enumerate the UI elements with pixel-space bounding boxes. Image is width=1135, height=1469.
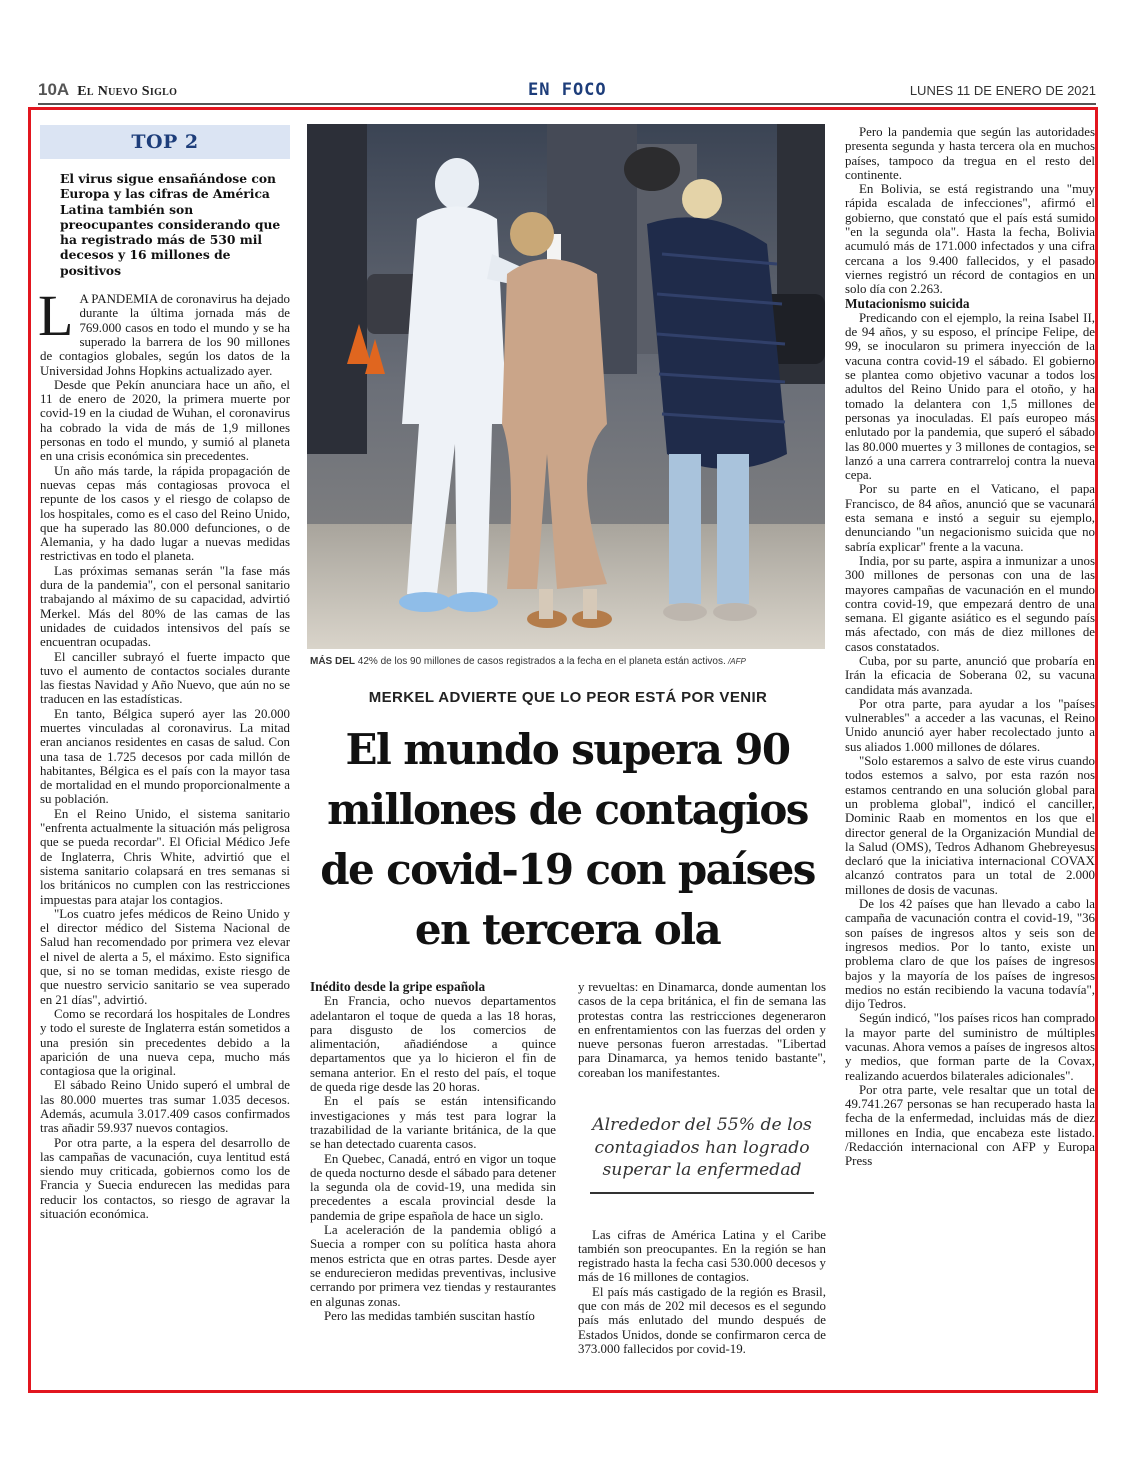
- body-paragraph: Pero la pandemia que según las autoridades presenta segunda y hasta tercera ola en muchos países, tampoco da tregua en el resto del continente.: [845, 125, 1095, 182]
- article-headline: El mundo supera 90 millones de contagios de covid-19 con países en tercera ola: [320, 725, 815, 954]
- body-paragraph: y revueltas: en Dinamarca, donde aumentan los casos de la cepa británica, el fin de semana las protestas contra las restricciones degeneraron en enfrentamientos con las fuerzas del orden y nueve personas fueron arrestadas. "Libertad para Dinamarca, ya hemos tenido bastante", coreaban los manifestantes.: [578, 980, 826, 1080]
- caption-lead: MÁS DEL: [310, 656, 355, 667]
- news-photo: [307, 124, 825, 649]
- body-paragraph: En Quebec, Canadá, entró en vigor un toque de queda nocturno desde el sábado para detener la segunda ola de covid-19, una medida sin precedentes a escala provincial desde la pandemia de gripe española de hace un siglo.: [310, 1151, 556, 1223]
- drop-cap: L: [38, 283, 74, 349]
- body-paragraph: Las cifras de América Latina y el Caribe también son preocupantes. En la región se han registrado hasta la fecha casi 530.000 decesos y más de 16 millones de contagios.: [578, 1227, 826, 1285]
- body-paragraph: En Bolivia, se está registrando una "muy rápida escalada de infecciones", afirmó el gobierno, que constató que el país está sumido "en la segunda ola". Hasta la fecha, Bolivia acumuló más de 171.000 infectados y una cifra cercana a los 9.400 fallecidos, y el pasado viernes registró un récord de contagios en un solo día con 2.263.: [845, 182, 1095, 297]
- body-paragraph: "Los cuatro jefes médicos de Reino Unido y el director médico del Sistema Nacional de Salud han recomendado por primera vez elevar el nivel de alerta a 5, el máximo. Esto significa que, si no se toman medidas, existe riesgo de que nuestro servicio sanitario se vea superado en 21 días", advirtió.: [40, 906, 290, 1007]
- left-column: [40, 125, 290, 1221]
- body-paragraph: La aceleración de la pandemia obligó a Suecia a romper con su política hasta ahora menos estricta que en otras partes. Desde ayer se endurecieron medidas preventivas, inclusive cerrando por primera vez tiendas y restaurantes en algunas zonas.: [310, 1223, 556, 1309]
- body-paragraph: Por otra parte, vele resaltar que un total de 49.741.267 personas se han recuperado hasta la fecha de la enfermedad, incluidas más de diez millones en India, que encabeza este listado. /Redacción internacional con AFP y Europa Press: [845, 1082, 1095, 1169]
- body-paragraph: De los 42 países que han llevado a cabo la campaña de vacunación contra el covid-19, "36 son países de ingresos altos y seis son de ingresos medios. Por lo tanto, existe un problema claro de que los países de ingresos bajos y la mayoría de los países de ingresos medios no están recibiendo la vacuna todavía", dijo Tedros.: [845, 897, 1095, 1012]
- body-paragraph: "Solo estaremos a salvo de este virus cuando todos estemos a salvo, por esta razón nos estamos centrando en una solución global para un problema global", indicó el canciller, Dominic Raab en momentos en los que el director general de la Organización Mundial de la Salud (OMS), Tedros Adhanom Ghebreyesus declaró que la iniciativa internacional COVAX alcanzó contratos para un total de 2.000 millones de dosis de vacunas.: [845, 754, 1095, 897]
- page-number-and-paper: [38, 80, 177, 100]
- issue-date: LUNES 11 DE ENERO DE 2021: [909, 83, 1096, 98]
- body-paragraph: El sábado Reino Unido superó el umbral de las 80.000 muertes tras sumar 1.035 decesos. Además, acumula 3.017.409 casos confirmados tras añadir 59.937 nuevos contagios.: [40, 1078, 290, 1136]
- middle-column-2: [578, 980, 826, 1356]
- caption-text: 42% de los 90 millones de casos registrados a la fecha en el planeta están activos.: [355, 656, 726, 667]
- body-paragraph: Como se recordará los hospitales de Londres y todo el sureste de Inglaterra están sometidos a una presión sin precedentes debido a la aparición de una nueva cepa, mucho más contagiosa que la original.: [40, 1006, 290, 1079]
- page-number: 10A: [38, 80, 69, 99]
- body-paragraph: Pero las medidas también suscitan hastío: [324, 1308, 535, 1323]
- body-paragraph: Por su parte en el Vaticano, el papa Francisco, de 84 años, anunció que se vacunará esta semana e instó a seguir su ejemplo, denunciando "un negacionismo suicida que no sabría explicar" frente a la vacuna.: [845, 482, 1095, 554]
- page-header: [38, 80, 1096, 102]
- body-paragraph: En Francia, ocho nuevos departamentos adelantaron el toque de queda a las 18 horas, para disgusto de los comercios de alimentación, añadiéndose a quince departamentos que ya lo hicieron el fin de semana anterior. En el resto del país, el toque de queda rige desde las 20 horas.: [310, 994, 556, 1095]
- kicker-top2: TOP 2: [40, 125, 290, 159]
- article-subhead: MERKEL ADVIERTE QUE LO PEOR ESTÁ POR VENIR: [368, 689, 768, 706]
- body-paragraph: En tanto, Bélgica superó ayer las 20.000 muertes vinculadas al coronavirus. La mitad eran ancianos residentes en casas de salud. Con una tasa de 1.725 decesos por cada millón de habitantes, Bélgica es el país con la mayor tasa de mortalidad en el mundo proporcionalmente a su población.: [40, 706, 290, 807]
- lead-paragraph: [38, 283, 290, 378]
- body-paragraph: Predicando con el ejemplo, la reina Isabel II, de 94 años, y su esposo, el príncipe Felipe, de 99, se inocularon su primera inyección de la vacuna contra covid-19 el sábado. El gobierno se plantea como objetivo vacunar a todos los adultos del Reino Unido para el otoño, y ha tomado la delantera con 1,5 millones de personas ya inoculadas. El país europeo más enlutado por la pandemia, que superó el sábado las 80.000 muertes y 3 millones de contagios, se lanzó a una carrera contrarreloj contra la nueva cepa.: [845, 310, 1095, 483]
- middle-column-1: [310, 980, 556, 1323]
- body-paragraph: El canciller subrayó el fuerte impacto que tuvo el aumento de contactos sociales durante las fiestas Navidad y Año Nuevo, que aún no se traducen en las estadísticas.: [40, 649, 290, 707]
- pull-quote: Alrededor del 55% de los contagiados han logrado superar la enfermedad: [592, 1115, 812, 1181]
- section-heading: Mutacionismo suicida: [845, 295, 970, 311]
- body-paragraph: Cuba, por su parte, anunció que probaría en Irán la eficacia de Soberana 02, su vacuna candidata más avanzada.: [845, 653, 1095, 697]
- body-paragraph: Desde que Pekín anunciara hace un año, el 11 de enero de 2020, la primera muerte por covid-19 en la ciudad de Wuhan, el coronavirus ha cobrado la vida de más de 1,9 millones personas en todo el mundo, y sumió al planeta en una crisis económica sin precedentes.: [40, 377, 290, 464]
- lead-text: A PANDEMIA de coronavirus ha dejado durante la última jornada más de 769.000 casos en todo el mundo y se ha superado la barrera de los 90 millones de contagios globales, según los datos de la Universidad Johns Hopkins actualizado ayer.: [40, 292, 290, 378]
- body-paragraph: En el Reino Unido, el sistema sanitario "enfrenta actualmente la situación más peligrosa que se pueda recordar". El Oficial Médico Jefe de Inglaterra, Chris White, advirtió que el sistema sanitario colapsará en tres semanas si los británicos no cumplen con las restricciones impuestas para atajar los contagios.: [40, 806, 290, 907]
- body-paragraph: Por otra parte, para ayudar a los "países vulnerables" a acceder a las vacunas, el Reino Unido anunció ayer haber recolectado junto a sus aliados 1.000 millones de dólares.: [845, 696, 1095, 754]
- photo-credit: /AFP: [725, 657, 746, 666]
- body-paragraph: India, por su parte, aspira a inmunizar a unos 300 millones de personas con una de las mayores campañas de vacunación en el mundo contra covid-19, que empezará dentro de una semana. El gigante asiático es el segundo país más afectado, con más de diez millones de casos constatados.: [845, 553, 1095, 654]
- body-paragraph: Las próximas semanas serán "la fase más dura de la pandemia", con el personal sanitario trabajando al máximo de su capacidad, advirtió Merkel. Más del 80% de las camas de las unidades de cuidados intensivos del país se encuentran ocupadas.: [40, 563, 290, 650]
- pull-quote-rule: [590, 1192, 814, 1194]
- article-summary: El virus sigue ensañándose con Europa y las cifras de América Latina también son preocupantes considerando que ha registrado más de 530 mil decesos y 16 millones de positivos: [60, 171, 281, 278]
- right-column: [845, 125, 1095, 1169]
- photo-caption: [310, 656, 826, 667]
- body-paragraph: El país más castigado de la región es Brasil, que con más de 202 mil decesos es el segundo país más enlutado del mundo después de Estados Unidos, donde se confirmaron cerca de 373.000 fallecidos por covid-19.: [578, 1284, 826, 1356]
- section-name: EN FOCO: [528, 80, 607, 100]
- body-paragraph: En el país se están intensificando investigaciones y más test para lograr la trazabilidad de la variante británica, de la que se han detectado cuarenta casos.: [310, 1094, 556, 1152]
- newspaper-name: El Nuevo Siglo: [77, 84, 178, 99]
- body-paragraph: Por otra parte, a la espera del desarrollo de las campañas de vacunación, cuya lentitud está siendo muy criticada, gobiernos como los de Francia y Suecia endurecen las medidas para reducir los contactos, so riesgo de agravar la situación económica.: [40, 1135, 290, 1222]
- body-paragraph: Según indicó, "los países ricos han comprado la mayor parte del suministro de múltiples vacunas. Ahora vemos a países de ingresos altos y medios, que forman parte de la Covax, realizando acuerdos bilaterales adicionales".: [845, 1011, 1095, 1083]
- section-heading: Inédito desde la gripe española: [310, 979, 486, 994]
- body-paragraph: Un año más tarde, la rápida propagación de nuevas cepas más contagiosas provoca el repunte de los casos y el riesgo de colapso de los hospitales, como es el caso del Reino Unido, que ha superado las 80.000 defunciones, o de Alemania, y ha dado lugar a nuevas medidas restrictivas en todo el planeta.: [40, 463, 290, 564]
- header-rule: [38, 103, 1096, 105]
